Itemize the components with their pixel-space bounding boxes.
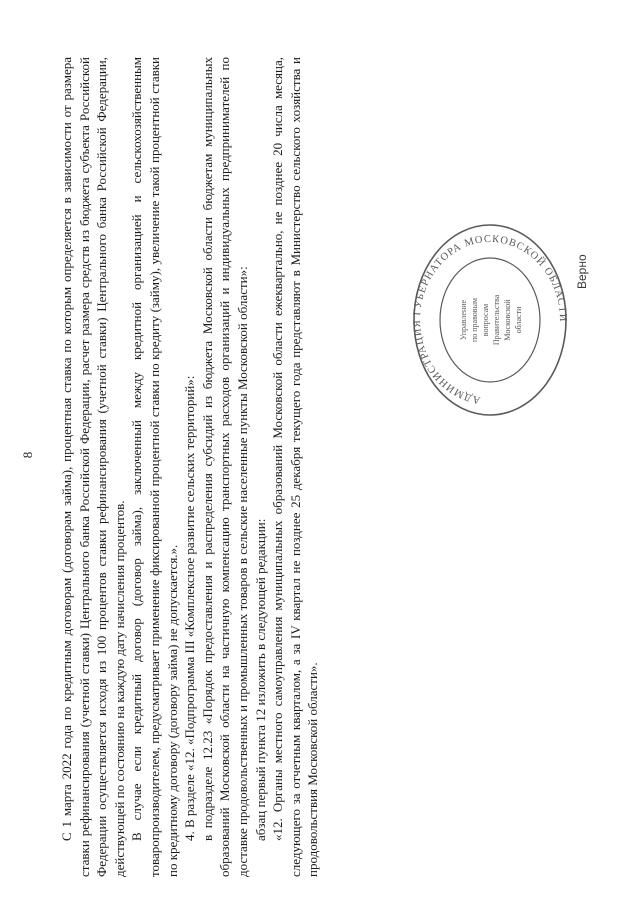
paragraph-rate-calculation: С 1 марта 2022 года по кредитным договорам (договорам займа), процентная ставка по которым определяется в зависимости от размера ставки рефинансирования (учетной ставки) Центрального банка Российской Федерации, расчет размера средств из бюджета субъекта Российской Федерации осуществляется исходя из 100 процентов ставки рефинансирования (учетной ставки) Центрального банка Российской Федерации, действующей по состоянию на каждую дату начисления процентов. — [59, 57, 127, 877]
stamp-seal-icon — [410, 220, 570, 420]
stamp-mark-verno: Верно — [575, 254, 589, 289]
official-stamp — [410, 220, 570, 420]
paragraph-subsection-12-23: в подразделе 12.23 «Порядок предоставления и распределения субсидий из бюджета Московской области бюджетам муниципальных образований Московской области на частичную компенсацию транспортных расходов организаций и индивидуальных предпринимателей по доставке продовольственных и промышленных товаров в сельские населенные пункты Московской области»: — [199, 57, 250, 877]
stamp-line-1: Управление — [459, 299, 468, 341]
page-number: 8 — [20, 451, 35, 459]
stamp-outer-text: АДМИНИСТРАЦИЯ ГУБЕРНАТОРА МОСКОВСКОЙ ОБЛАСТИ — [411, 233, 569, 406]
stamp-line-5: Московской — [503, 299, 512, 341]
paragraph-section-12: 4. В разделе «12. «Подпрограмма III «Комплексное развитие сельских территорий»: — [182, 375, 198, 841]
paragraph-item-12-text: «12. Органы местного самоуправления муниципальных образований Московской области ежеквартально, не позднее 20 числа месяца, следующего за отчетным кварталом, а за IV квартал не позднее 25 декабря текущего года представляют в Министерство сельского хозяйства и продовольствия Московской области». — [270, 57, 321, 877]
paragraph-fixed-rate: В случае если кредитный договор (договор займа), заключенный между кредитной организацией и сельскохозяйственным товаропроизводителем, предусматривает применение фиксированной процентной ставки по кредиту (займу), увеличение такой процентной ставки по кредитному договору (договору займа) не допускается.». — [129, 57, 180, 877]
paragraph-amend-item-12: абзац первый пункта 12 изложить в следующей редакции: — [252, 518, 268, 841]
stamp-line-4: Правительства — [492, 294, 501, 346]
document-body — [58, 57, 322, 877]
rotated-page — [10, 15, 630, 895]
stamp-line-3: вопросам — [481, 303, 490, 337]
stamp-line-2: по правовым — [470, 297, 479, 343]
stamp-line-6: области — [514, 306, 523, 334]
